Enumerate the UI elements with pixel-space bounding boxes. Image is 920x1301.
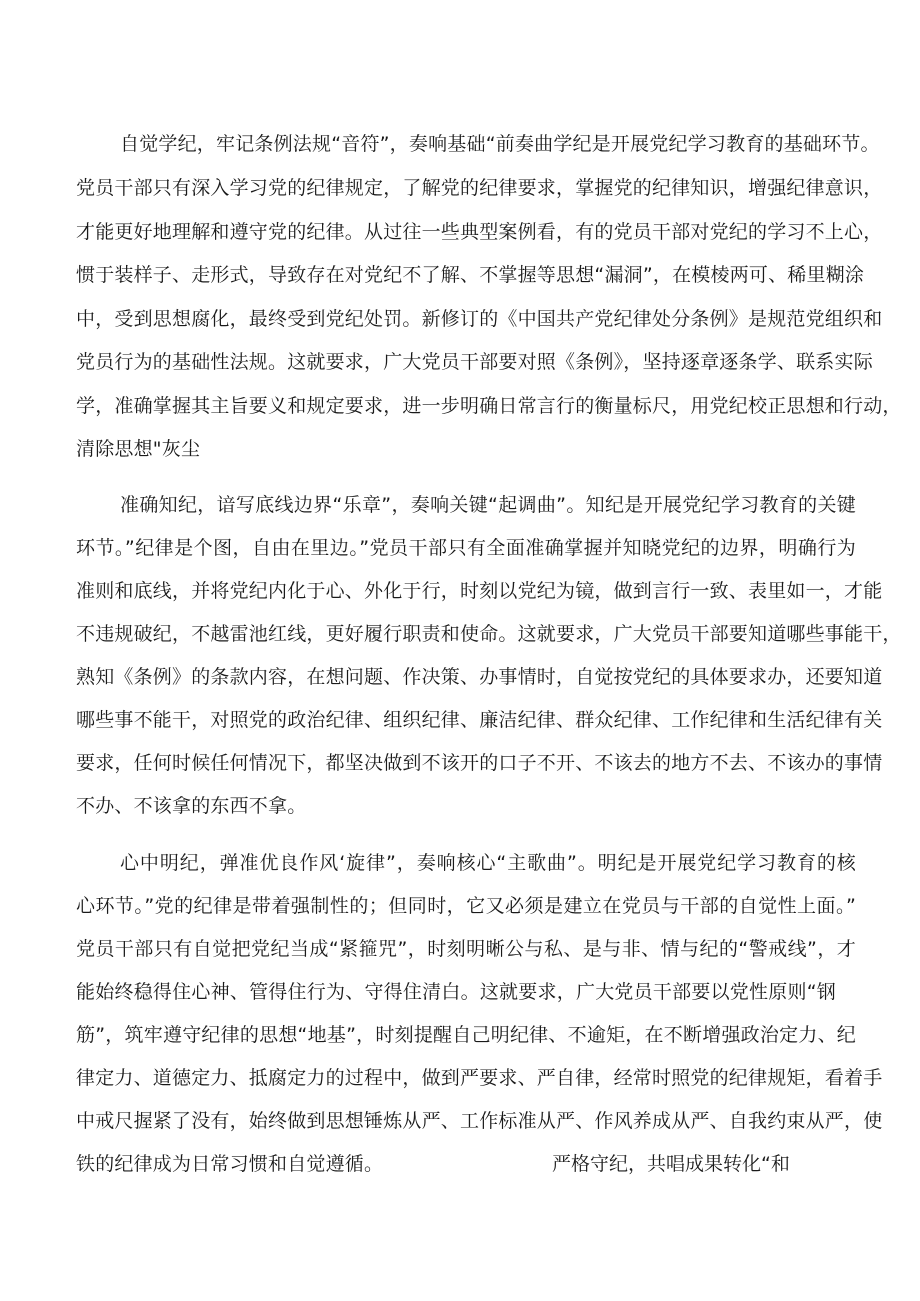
paragraph-line: 惯于装样子、走形式，导致存在对党纪不了解、不掌握等思想“漏洞”，在模棱两可、稀里糊涂: [76, 264, 865, 286]
next-paragraph-start: 严格守纪，共唱成果转化“和: [552, 1153, 790, 1175]
paragraph-line: 哪些事不能干，对照党的政治纪律、组织纪律、廉洁纪律、群众纪律、工作纪律和生活纪律有关: [76, 709, 883, 731]
paragraph-line: 中，受到思想腐化，最终受到党纪处罚。新修订的《中国共产党纪律处分条例》是规范党组织和: [76, 308, 883, 330]
paragraph-line: 清除思想"灰尘: [76, 438, 201, 460]
paragraph-line: 不违规破纪，不越雷池红线，更好履行职责和使命。这就要求，广大党员干部要知道哪些事能干，: [76, 623, 902, 645]
paragraph-line: 不办、不该拿的东西不拿。: [76, 795, 307, 817]
paragraph-line: 党员行为的基础性法规。这就要求，广大党员干部要对照《条例》，坚持逐章逐条学、联系实际: [76, 351, 873, 373]
paragraph-line: 要求，任何时候任何情况下，都坚决做到不该开的口子不开、不该去的地方不去、不该办的事情: [76, 752, 883, 774]
paragraph-line: 心中明纪，弹准优良作风‘旋律”，奏响核心“主歌曲”。明纪是开展党纪学习教育的核: [120, 852, 856, 874]
paragraph-line: 党员干部只有自觉把党纪当成“紧箍咒”，时刻明晰公与私、是与非、情与纪的“警戒线”，才: [76, 938, 856, 960]
paragraph-line: 才能更好地理解和遵守党的纪律。从过往一些典型案例看，有的党员干部对党纪的学习不上心，: [76, 221, 883, 243]
paragraph-line: 筋”，筑牢遵守纪律的思想“地基”，时刻提醒自己明纪律、不逾矩，在不断增强政治定力、纪: [76, 1024, 856, 1046]
paragraph-line: 党员干部只有深入学习党的纪律规定，了解党的纪律要求，掌握党的纪律知识，增强纪律意识，: [76, 177, 883, 199]
paragraph-line: 准确知纪，谙写底线边界“乐章”，奏响关键“起调曲”。知纪是开展党纪学习教育的关键: [120, 494, 856, 516]
paragraph-line: 学，准确掌握其主旨要义和规定要求，进一步明确日常言行的衡量标尺，用党纪校正思想和行动，: [76, 395, 902, 417]
paragraph-line: 能始终稳得住心神、管得住行为、守得住清白。这就要求，广大党员干部要以党性原则“钢: [76, 981, 836, 1003]
paragraph-line: 自觉学纪，牢记条例法规“音符”，奏响基础“前奏曲学纪是开展党纪学习教育的基础环节。: [120, 133, 880, 155]
paragraph-line: 环节。”纪律是个图，自由在里边。”党员干部只有全面准确掌握并知晓党纪的边界，明确行为: [76, 537, 856, 559]
paragraph-line: 中戒尺握紧了没有，始终做到思想锤炼从严、工作标准从严、作风养成从严、自我约束从严，使: [76, 1110, 883, 1132]
paragraph-line: 心环节。”党的纪律是带着强制性的；但同时，它又必须是建立在党员与干部的自觉性上面。”: [76, 895, 856, 917]
paragraph-line: 准则和底线，并将党纪内化于心、外化于行，时刻以党纪为镜，做到言行一致、表里如一，才能: [76, 580, 883, 602]
paragraph-line: 熟知《条例》的条款内容，在想问题、作决策、办事情时，自觉按党纪的具体要求办，还要知道: [76, 666, 883, 688]
paragraph-line: 律定力、道德定力、抵腐定力的过程中，做到严要求、严自律，经常时照党的纪律规矩，看着手: [76, 1067, 883, 1089]
paragraph-line: 铁的纪律成为日常习惯和自觉遵循。: [76, 1153, 384, 1175]
